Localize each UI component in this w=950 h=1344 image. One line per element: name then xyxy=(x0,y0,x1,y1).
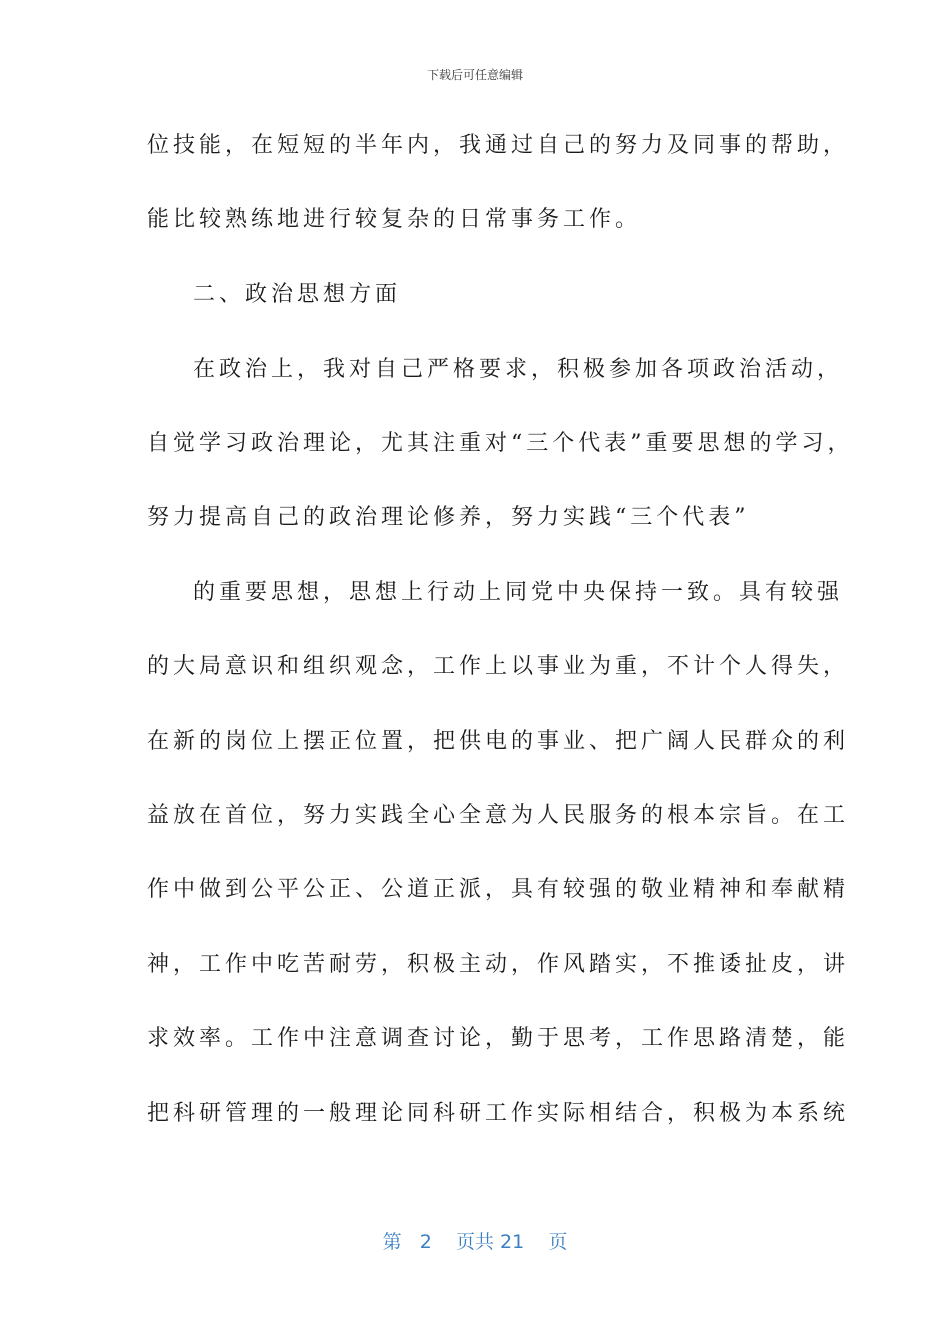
body-line: 努力提高自己的政治理论修养，努力实践“三个代表” xyxy=(147,505,750,530)
body-line: 位技能，在短短的半年内，我通过自己的努力及同事的帮助， xyxy=(147,133,850,158)
body-line: 作中做到公平公正、公道正派，具有较强的敬业精神和奉献精 xyxy=(147,877,850,902)
page-footer xyxy=(0,1227,950,1254)
section-heading: 二、政治思想方面 xyxy=(193,282,402,307)
body-line: 自觉学习政治理论，尤其注重对“三个代表”重要思想的学习， xyxy=(147,431,854,456)
body-line: 的大局意识和组织观念，工作上以事业为重，不计个人得失， xyxy=(147,654,850,679)
page-label-mid: 页共 xyxy=(455,1231,494,1253)
current-page-number: 2 xyxy=(419,1231,432,1253)
body-line: 的重要思想，思想上行动上同党中央保持一致。具有较强 xyxy=(193,580,844,605)
total-pages-number: 21 xyxy=(500,1231,525,1253)
page-label-prefix: 第 xyxy=(382,1231,402,1253)
body-line: 神，工作中吃苦耐劳，积极主动，作风踏实，不推诿扯皮，讲 xyxy=(147,952,850,977)
header-note: 下载后可任意编辑 xyxy=(426,68,523,82)
body-line: 能比较熟练地进行较复杂的日常事务工作。 xyxy=(147,207,642,232)
body-line: 把科研管理的一般理论同科研工作实际相结合，积极为本系统 xyxy=(147,1101,850,1126)
body-line: 益放在首位，努力实践全心全意为人民服务的根本宗旨。在工 xyxy=(147,803,850,828)
body-line: 在政治上，我对自己严格要求，积极参加各项政治活动， xyxy=(193,357,844,382)
body-line: 求效率。工作中注意调查讨论，勤于思考，工作思路清楚，能 xyxy=(147,1026,850,1051)
body-line: 在新的岗位上摆正位置，把供电的事业、把广阔人民群众的利 xyxy=(147,729,850,754)
page-label-suffix: 页 xyxy=(548,1231,568,1253)
